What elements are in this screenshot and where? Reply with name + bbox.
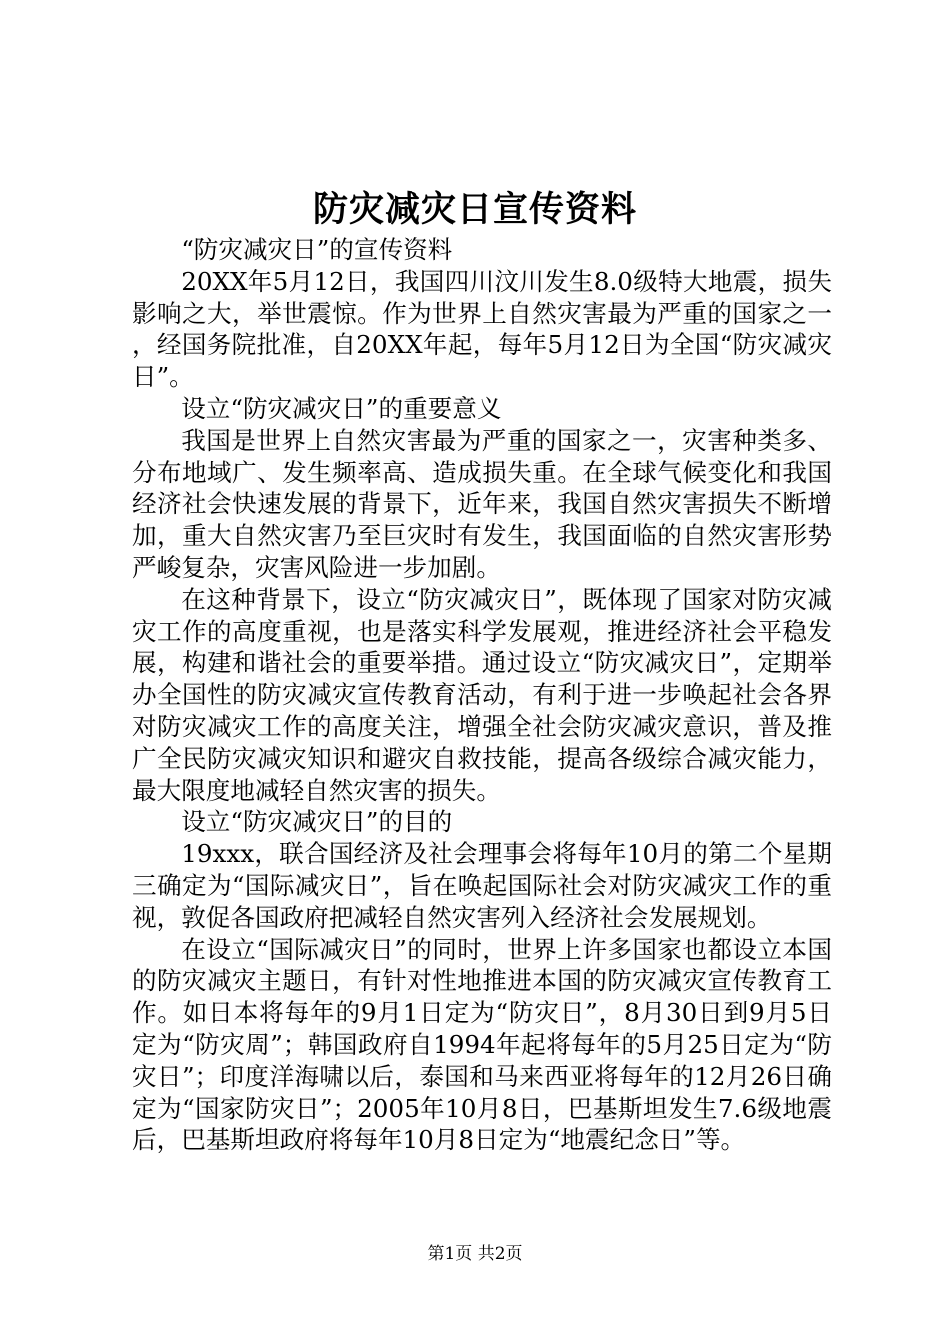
paragraph-disaster-situation: 我国是世界上自然灾害最为严重的国家之一，灾害种类多、分布地域广、发生频率高、造成损失重。在全球气候变化和我国经济社会快速发展的背景下，近年来，我国自然灾害损失不断增加，重大自然灾害乃至巨灾时有发生，我国面临的自然灾害形势严峻复杂，灾害风险进一步加剧。 (132, 425, 832, 582)
section-heading-significance: 设立“防灾减灾日”的重要意义 (181, 393, 502, 423)
section-heading-intro: “防灾减灾日”的宣传资料 (181, 235, 453, 264)
document-body (132, 234, 832, 1156)
paragraph-international-day: 19xxx，联合国经济及社会理事会将每年10月的第二个星期三确定为“国际减灾日”，旨在唤起国际社会对防灾减灾工作的重视，敦促各国政府把减轻自然灾害列入经济社会发展规划。 (132, 839, 832, 932)
paragraph-background: 20XX年5月12日，我国四川汶川发生8.0级特大地震，损失影响之大，举世震惊。作为世界上自然灾害最为严重的国家之一，经国务院批准，自20XX年起，每年5月12日为全国“防灾减灾日”。 (132, 266, 832, 392)
page-number-footer: 第1页 共2页 (427, 1244, 523, 1264)
paragraph-other-countries: 在设立“国际减灾日”的同时，世界上许多国家也都设立本国的防灾减灾主题日，有针对性地推进本国的防灾减灾宣传教育工作。如日本将每年的9月1日定为“防灾日”，8月30日到9月5日定为“防灾周”；韩国政府自1994年起将每年的5月25日定为“防灾日”；印度洋海啸以后，泰国和马来西亚将每年的12月26日确定为“国家防灾日”；2005年10月8日，巴基斯坦发生7.6级地震后，巴基斯坦政府将每年10月8日定为“地震纪念日”等。 (132, 934, 832, 1155)
document-title: 防灾减灾日宣传资料 (312, 189, 637, 230)
section-heading-purpose: 设立“防灾减灾日”的目的 (181, 807, 453, 837)
paragraph-importance: 在这种背景下，设立“防灾减灾日”，既体现了国家对防灾减灾工作的高度重视，也是落实科学发展观，推进经济社会平稳发展，构建和谐社会的重要举措。通过设立“防灾减灾日”，定期举办全国性的防灾减灾宣传教育活动，有利于进一步唤起社会各界对防灾减灾工作的高度关注，增强全社会防灾减灾意识，普及推广全民防灾减灾知识和避灾自救技能，提高各级综合减灾能力，最大限度地减轻自然灾害的损失。 (132, 584, 832, 805)
